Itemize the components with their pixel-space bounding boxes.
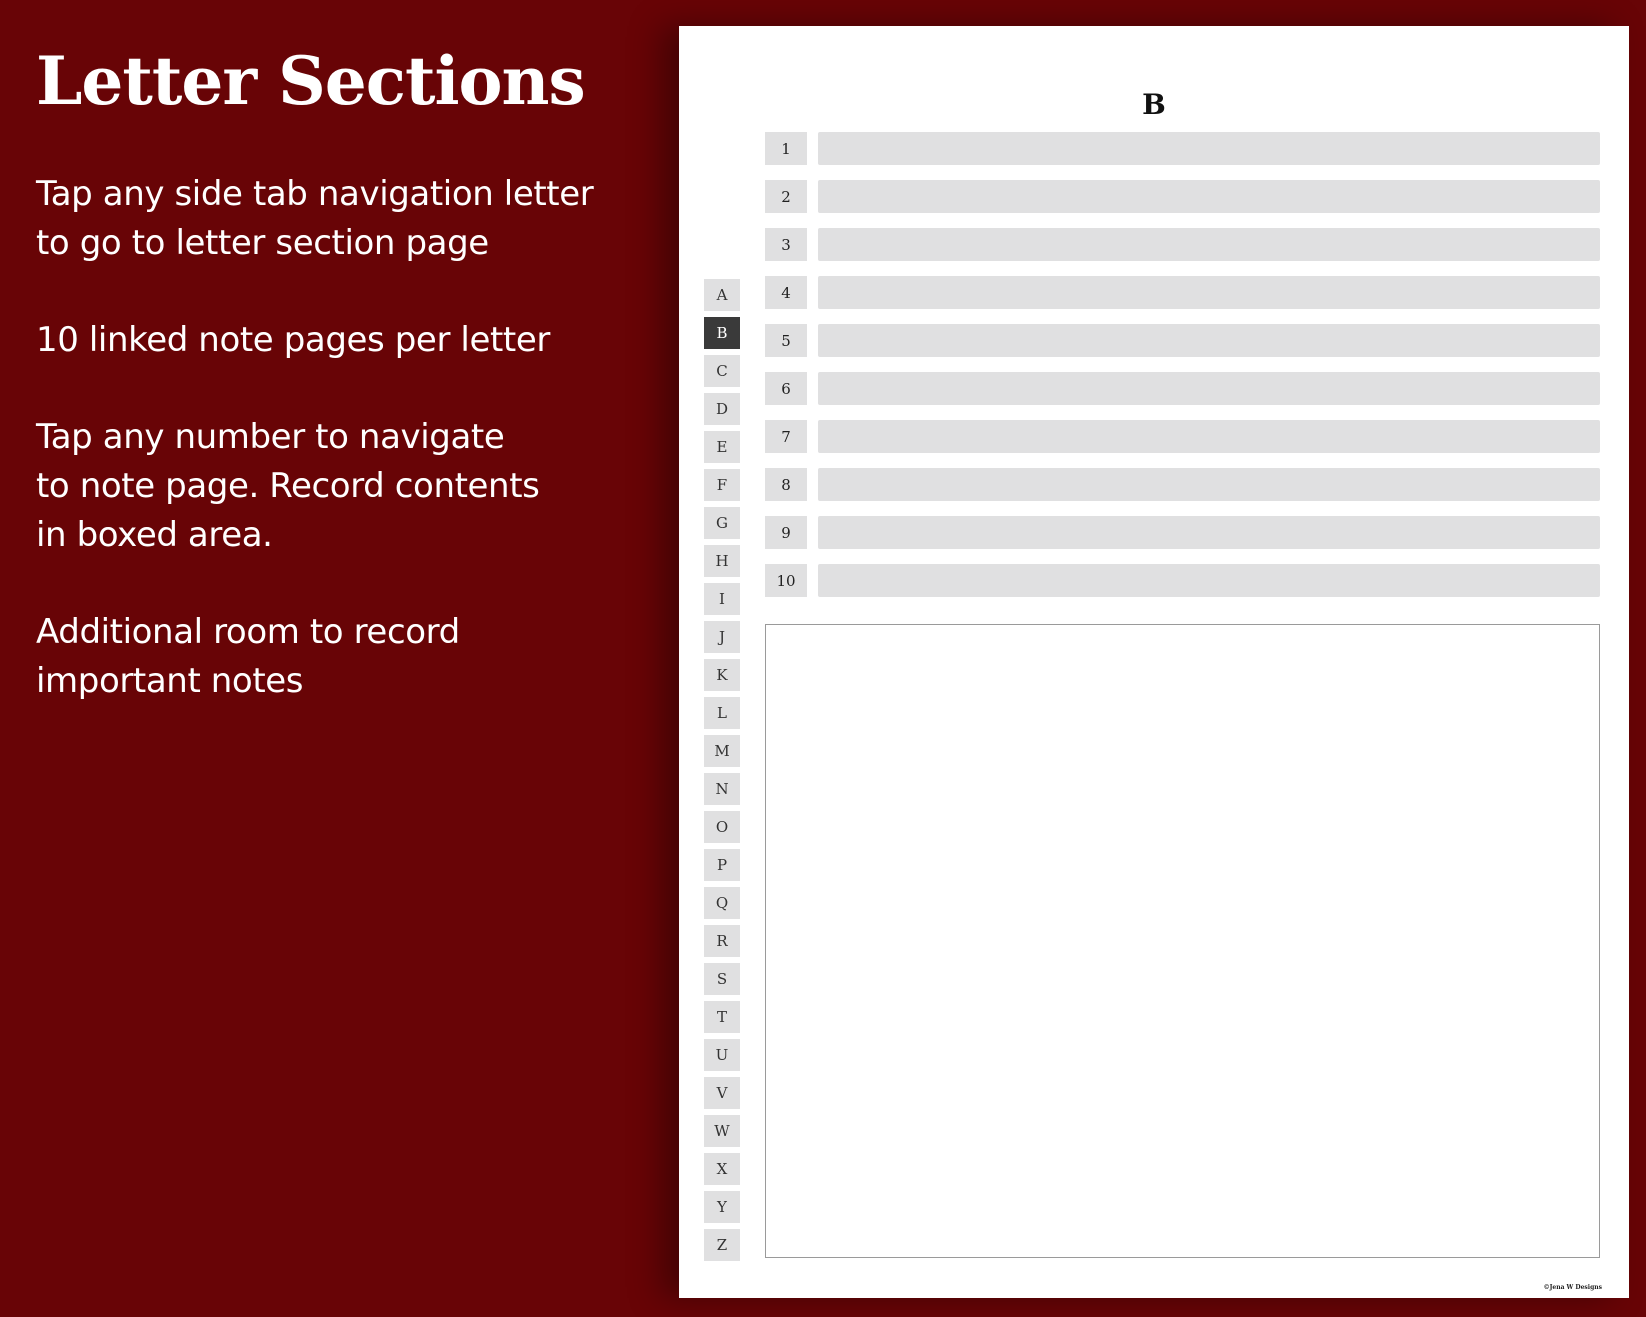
letter-tab-nav — [704, 279, 740, 1267]
letter-tab-b[interactable]: B — [704, 317, 740, 349]
letter-tab-z[interactable]: Z — [704, 1229, 740, 1261]
feature-text-notes: Additional room to record important notes — [36, 612, 460, 701]
letter-tab-t[interactable]: T — [704, 1001, 740, 1033]
note-title-field[interactable] — [818, 132, 1600, 165]
note-row — [765, 180, 1600, 213]
letter-tab-g[interactable]: G — [704, 507, 740, 539]
note-row — [765, 276, 1600, 309]
letter-tab-n[interactable]: N — [704, 773, 740, 805]
note-row — [765, 132, 1600, 165]
letter-tab-d[interactable]: D — [704, 393, 740, 425]
letter-tab-c[interactable]: C — [704, 355, 740, 387]
note-link-list — [765, 132, 1600, 612]
note-link-10[interactable]: 10 — [765, 564, 807, 597]
note-title-field[interactable] — [818, 180, 1600, 213]
notes-area[interactable] — [765, 624, 1600, 1258]
letter-tab-u[interactable]: U — [704, 1039, 740, 1071]
note-link-3[interactable]: 3 — [765, 228, 807, 261]
letter-tab-h[interactable]: H — [704, 545, 740, 577]
letter-tab-e[interactable]: E — [704, 431, 740, 463]
feature-text-numbers: Tap any number to navigate to note page. Record contents in boxed area. — [36, 417, 540, 555]
feature-text-pages: 10 linked note pages per letter — [36, 320, 550, 360]
letter-tab-s[interactable]: S — [704, 963, 740, 995]
note-row — [765, 468, 1600, 501]
promo-panel — [36, 36, 636, 754]
note-title-field[interactable] — [818, 372, 1600, 405]
note-row — [765, 420, 1600, 453]
note-link-6[interactable]: 6 — [765, 372, 807, 405]
note-row — [765, 324, 1600, 357]
note-link-5[interactable]: 5 — [765, 324, 807, 357]
letter-tab-w[interactable]: W — [704, 1115, 740, 1147]
letter-tab-j[interactable]: J — [704, 621, 740, 653]
planner-page — [679, 26, 1629, 1298]
feature-text-navigation: Tap any side tab navigation letter to go to letter section page — [36, 174, 594, 263]
letter-tab-q[interactable]: Q — [704, 887, 740, 919]
letter-tab-x[interactable]: X — [704, 1153, 740, 1185]
page-title: B — [1142, 88, 1166, 121]
letter-tab-i[interactable]: I — [704, 583, 740, 615]
note-row — [765, 228, 1600, 261]
note-row — [765, 564, 1600, 597]
headline: Letter Sections — [36, 42, 585, 120]
letter-tab-p[interactable]: P — [704, 849, 740, 881]
note-link-1[interactable]: 1 — [765, 132, 807, 165]
note-title-field[interactable] — [818, 276, 1600, 309]
letter-tab-k[interactable]: K — [704, 659, 740, 691]
note-title-field[interactable] — [818, 468, 1600, 501]
letter-tab-y[interactable]: Y — [704, 1191, 740, 1223]
note-link-2[interactable]: 2 — [765, 180, 807, 213]
letter-tab-v[interactable]: V — [704, 1077, 740, 1109]
note-link-4[interactable]: 4 — [765, 276, 807, 309]
note-row — [765, 372, 1600, 405]
note-link-7[interactable]: 7 — [765, 420, 807, 453]
note-link-9[interactable]: 9 — [765, 516, 807, 549]
note-title-field[interactable] — [818, 324, 1600, 357]
note-title-field[interactable] — [818, 228, 1600, 261]
note-row — [765, 516, 1600, 549]
letter-tab-r[interactable]: R — [704, 925, 740, 957]
letter-tab-o[interactable]: O — [704, 811, 740, 843]
note-title-field[interactable] — [818, 420, 1600, 453]
letter-tab-f[interactable]: F — [704, 469, 740, 501]
note-link-8[interactable]: 8 — [765, 468, 807, 501]
letter-tab-a[interactable]: A — [704, 279, 740, 311]
note-title-field[interactable] — [818, 564, 1600, 597]
letter-tab-m[interactable]: M — [704, 735, 740, 767]
credit-text: ©Jena W Designs — [1543, 1284, 1602, 1291]
letter-tab-l[interactable]: L — [704, 697, 740, 729]
note-title-field[interactable] — [818, 516, 1600, 549]
